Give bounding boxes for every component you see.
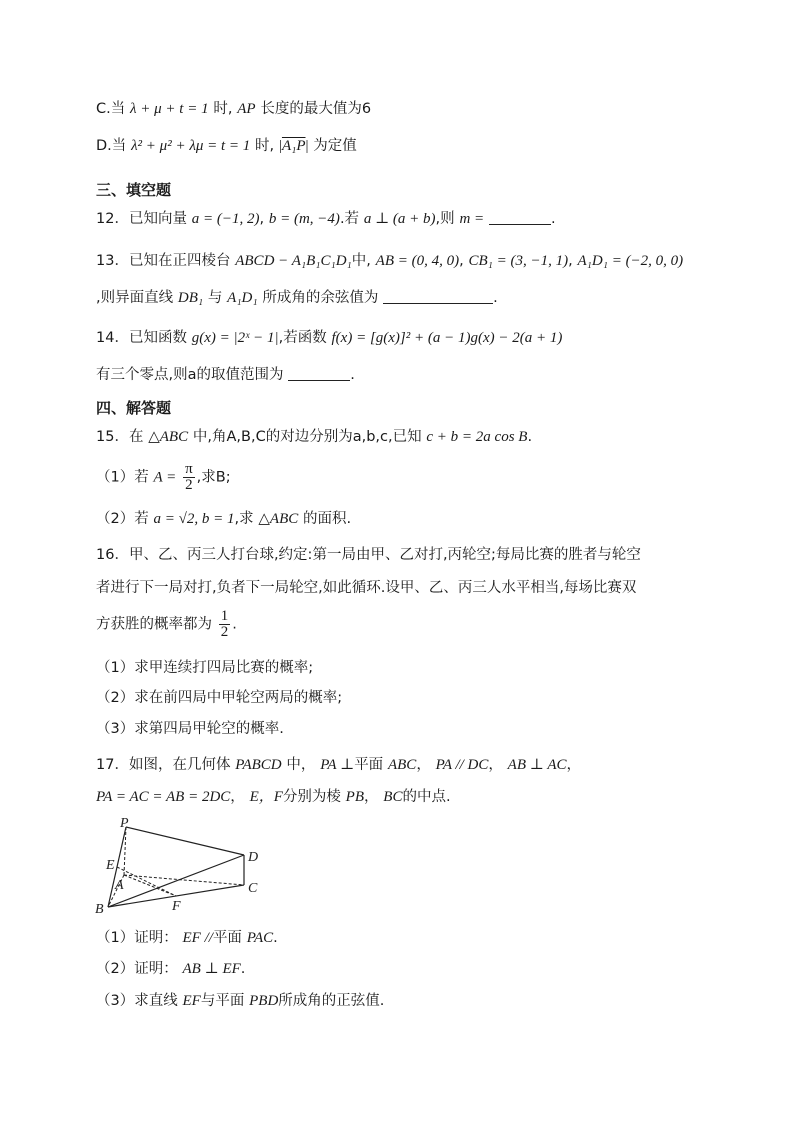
question-14: 14．已知函数 g(x) = |2ˣ − 1|,若函数 f(x) = [g(x)]² + (a − 1)g(x) − 2(a + 1) (96, 330, 563, 346)
answer-blank-12[interactable] (489, 210, 551, 225)
section-fill-in-title: 三、填空题 (96, 181, 172, 199)
label-d: D (248, 850, 259, 865)
label-f: F (172, 899, 181, 914)
label-a: A (115, 878, 124, 893)
question-17-part1: （1）证明： EF //平面 PAC. (96, 930, 278, 946)
question-16-line2: 者进行下一局对打,负者下一局轮空,如此循环.设甲、乙、丙三人水平相当,每场比赛双 (96, 580, 637, 596)
question-16-part2: （2）求在前四局中甲轮空两局的概率; (96, 690, 343, 706)
question-15-part1: （1）若 A = $\frac{\pi}{2}$ ,求B; (96, 461, 231, 493)
question-16-part1: （1）求甲连续打四局比赛的概率; (96, 660, 314, 676)
fraction-one-half: $\frac{1}{2}$ (220, 608, 229, 640)
question-15-part2: （2）若 a = √2, b = 1,求 △ABC 的面积. (96, 511, 352, 527)
section-solution-title: 四、解答题 (96, 399, 172, 417)
label-b: B (95, 902, 104, 915)
label-p: P (120, 816, 129, 831)
question-16-line1: 16．甲、乙、丙三人打台球,约定:第一局由甲、乙对打,丙轮空;每局比赛的胜者与轮空 (96, 547, 641, 563)
answer-blank-13[interactable] (383, 289, 493, 304)
segment-af-hidden (124, 875, 176, 896)
question-17-line2: PA = AC = AB = 2DC， E，F分别为棱 PB， BC的中点. (96, 789, 451, 805)
edge-ac-hidden (124, 875, 244, 885)
geometry-figure (94, 815, 274, 915)
question-17-part2: （2）证明： AB ⊥ EF. (96, 961, 246, 977)
question-13: 13．已知在正四棱台 ABCD − A₁B₁C₁D₁中, AB = (0, 4, 0), CB₁ = (3, −1, 1), A₁D₁ = (−2, 0, 0) (96, 253, 684, 269)
label-c: C (248, 881, 258, 896)
question-17: 17．如图，在几何体 PABCD 中， PA ⊥平面 ABC， PA // DC， AB ⊥ AC， (96, 757, 581, 773)
question-12: 12．已知向量 a = (−1, 2), b = (m, −4).若 a ⊥ (a + b),则 m = . (96, 211, 556, 227)
fraction-pi-over-2: $\frac{\pi}{2}$ (185, 461, 193, 493)
option-d: D.当 λ² + μ² + λμ = t = 1 时, |A₁P| 为定值 (96, 138, 357, 154)
question-13-line2: ,则异面直线 DB₁ 与 A₁D₁ 所成角的余弦值为 . (96, 290, 498, 306)
question-14-line2: 有三个零点,则a的取值范围为 . (96, 367, 355, 383)
vector-a1p: A₁P (281, 138, 306, 154)
label-e: E (106, 858, 115, 873)
question-16-part3: （3）求第四局甲轮空的概率. (96, 721, 284, 737)
option-c: C.当 λ + μ + t = 1 时, AP 长度的最大值为6 (96, 101, 372, 117)
question-17-part3: （3）求直线 EF与平面 PBD所成角的正弦值. (96, 993, 385, 1009)
edge-pd (126, 827, 244, 855)
answer-blank-14[interactable] (288, 366, 350, 381)
question-16-line3: 方获胜的概率都为 $\frac{1}{2}$ . (96, 608, 237, 640)
question-15: 15．在 △ABC 中,角A,B,C的对边分别为a,b,c,已知 c + b = 2a cos B. (96, 429, 533, 445)
